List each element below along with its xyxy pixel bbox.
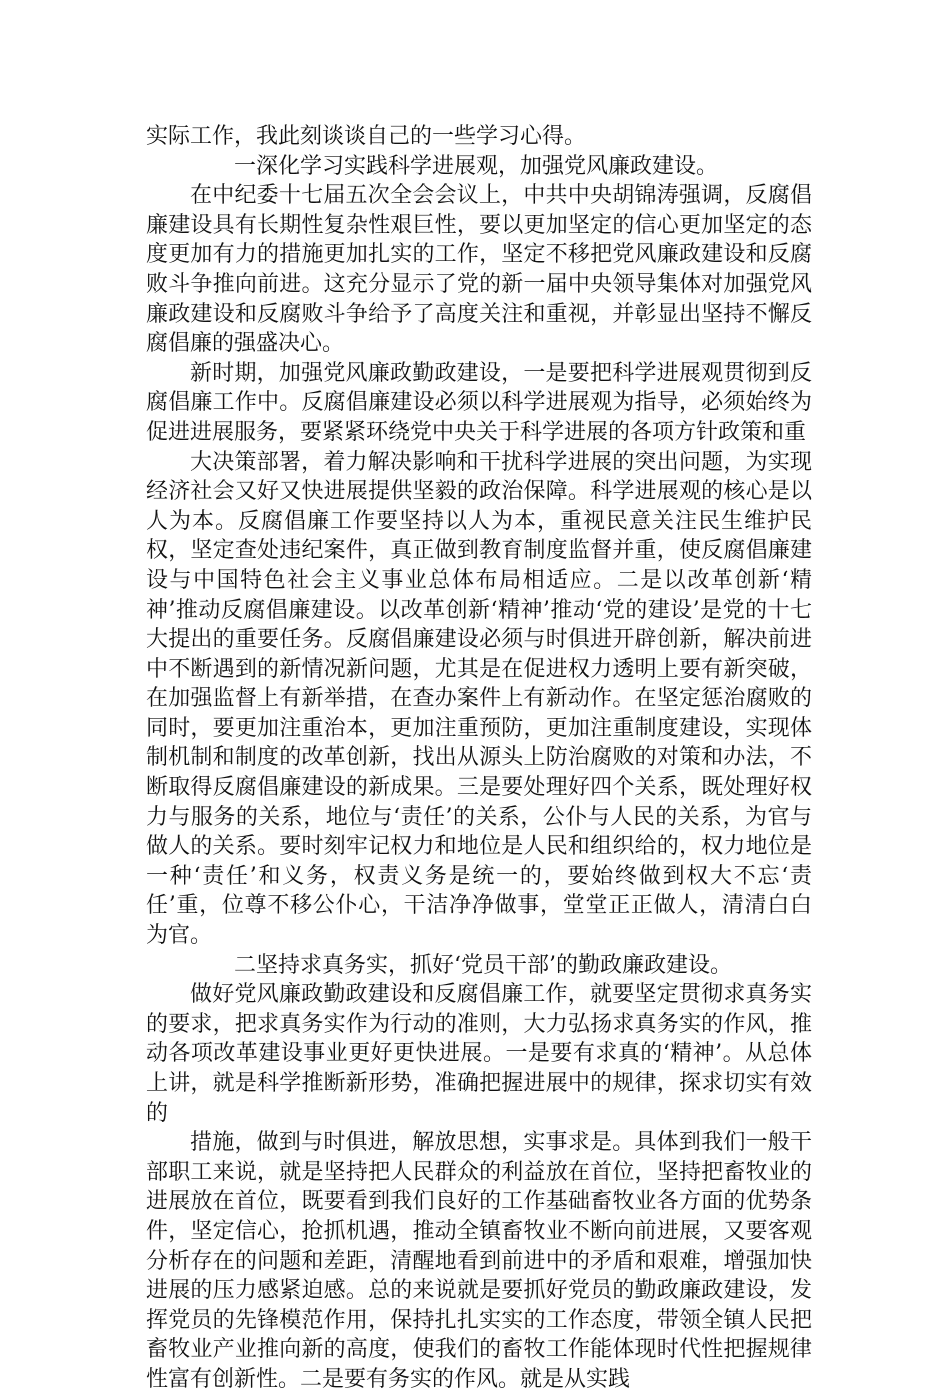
- paragraph-intro: 实际工作，我此刻谈谈自己的一些学习心得。: [146, 124, 587, 149]
- paragraph-4: 做好党风廉政勤政建设和反腐倡廉工作，就要坚定贯彻求真务实的要求，把求真务实作为行动的准则，大力弘扬求真务实的作风，推动各项改革建设事业更好更快进展。一是要有求真的‘精神’。从总体上讲，就是科学推断新形势，准确把握进展中的规律，探求切实有效的: [146, 982, 812, 1126]
- section-heading-1: 一深化学习实践科学进展观，加强党风廉政建设。: [234, 153, 719, 179]
- paragraph-2: 新时期，加强党风廉政勤政建设，一是要把科学进展观贯彻到反腐倡廉工作中。反腐倡廉建设必须以科学进展观为指导，必须始终为促进进展服务，要紧紧环绕党中央关于科学进展的各项方针政策和重: [146, 360, 812, 445]
- section-heading-2: 二坚持求真务实，抓好‘党员干部’的勤政廉政建设。: [234, 952, 732, 978]
- paragraph-1: 在中纪委十七届五次全会会议上，中共中央胡锦涛强调，反腐倡廉建设具有长期性复杂性艰巨性，要以更加坚定的信心更加坚定的态度更加有力的措施更加扎实的工作，坚定不移把党风廉政建设和反腐败斗争推向前进。这充分显示了党的新一届中央领导集体对加强党风廉政建设和反腐败斗争给予了高度关注和重视，并彰显出坚持不懈反腐倡廉的强盛决心。: [146, 183, 812, 357]
- paragraph-5: 措施，做到与时俱进，解放思想，实事求是。具体到我们一般干部职工来说，就是坚持把人民群众的利益放在首位，坚持把畜牧业的进展放在首位，既要看到我们良好的工作基础畜牧业各方面的优势条件，坚定信心，抢抓机遇，推动全镇畜牧业不断向前进展，又要客观分析存在的问题和差距，清醒地看到前进中的矛盾和艰难，增强加快进展的压力感紧迫感。总的来说就是要抓好党员的勤政廉政建设，发挥党员的先锋模范作用，保持扎扎实实的工作态度，带领全镇人民把畜牧业产业推向新的高度，使我们的畜牧工作能体现时代性把握规律性富有创新性。二是要有务实的作风。就是从实践: [146, 1130, 812, 1392]
- document-body: [146, 122, 812, 1395]
- paragraph-3: 大决策部署，着力解决影响和干扰科学进展的突出问题，为实现经济社会又好又快进展提供坚毅的政治保障。科学进展观的核心是以人为本。反腐倡廉工作要坚持以人为本，重视民意关注民生维护民权，坚定查处违纪案件，真正做到教育制度监督并重，使反腐倡廉建设与中国特色社会主义事业总体布局相适应。二是以改革创新‘精神’推动反腐倡廉建设。以改革创新‘精神’推动‘党的建设’是党的十七大提出的重要任务。反腐倡廉建设必须与时俱进开辟创新，解决前进中不断遇到的新情况新问题，尤其是在促进权力透明上要有新突破，在加强监督上有新举措，在查办案件上有新动作。在坚定惩治腐败的同时，要更加注重治本，更加注重预防，更加注重制度建设，实现体制机制和制度的改革创新，找出从源头上防治腐败的对策和办法，不断取得反腐倡廉建设的新成果。三是要处理好四个关系，既处理好权力与服务的关系，地位与‘责任’的关系，公仆与人民的关系，为官与做人的关系。要时刻牢记权力和地位是人民和组织给的，权力地位是一种‘责任’和义务，权责义务是统一的，要始终做到权大不忘‘责任’重，位尊不移公仆心，干洁净净做事，堂堂正正做人，清清白白为官。: [146, 449, 812, 949]
